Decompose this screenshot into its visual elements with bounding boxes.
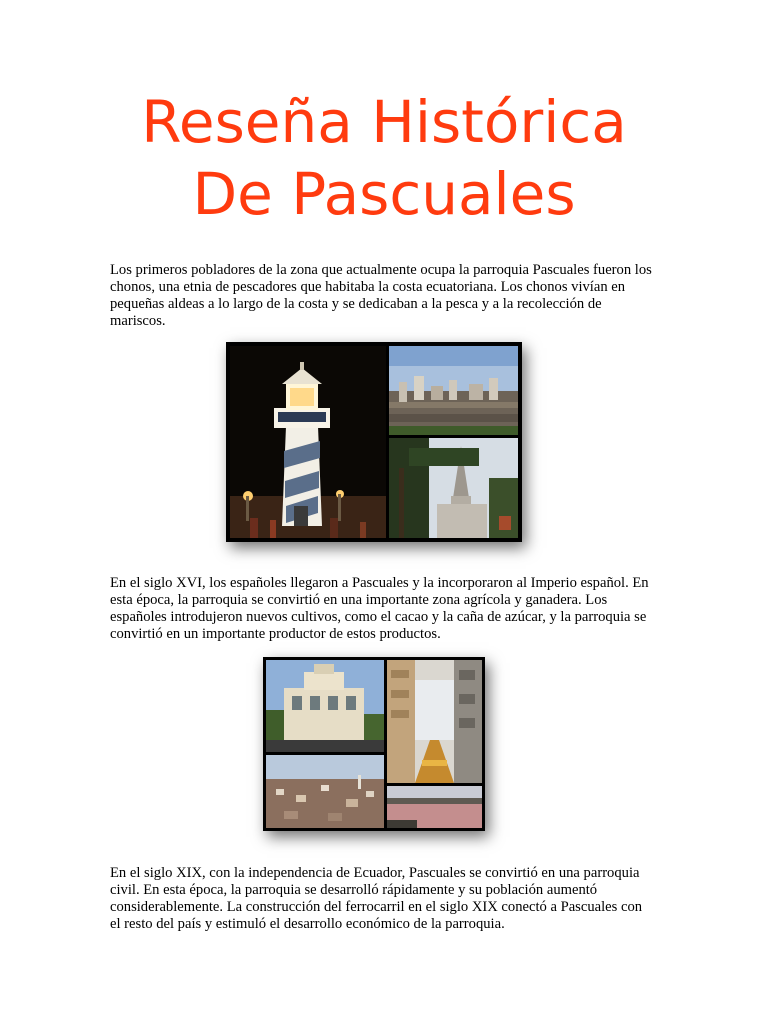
paragraph-2: En el siglo XVI, los españoles llegaron a Pascuales y la incorporaron al Imperio español. En esta época, la parroquia se convirtió en una importante zona agrícola y ganadera. Los españoles introdujeron nuevos cultivos, como el cacao y la caña de azúcar, y la parroquia se convirtió en un importante productor de estos productos. xyxy=(110,575,649,642)
paragraph-1: Los primeros pobladores de la zona que actualmente ocupa la parroquia Pascuales fueron los chonos, una etnia de pescadores que habitaba la costa ecuatoriana. Los chonos vivían en pequeñas aldeas a lo largo de la costa y se dedicaban a la pesca y a la recolección de mariscos. xyxy=(110,262,652,329)
lighthouse-photo xyxy=(230,346,386,538)
title-line-2: De Pascuales xyxy=(192,160,576,228)
photo-collage-1 xyxy=(226,342,522,542)
paragraph-3: En el siglo XIX, con la independencia de Ecuador, Pascuales se convirtió en una parroquia civil. En esta época, la parroquia se desarrolló rápidamente y su población aumentó considerablemente. La construcción del ferrocarril en el siglo XIX conectó a Pascuales con el resto del país y estimuló el desarrollo económico de la parroquia. xyxy=(110,865,643,932)
waterfront-photo xyxy=(387,786,482,828)
hillside-city-photo xyxy=(266,755,384,828)
page-title xyxy=(0,86,768,230)
city-street-photo xyxy=(387,660,482,783)
cathedral-photo xyxy=(389,438,518,538)
historic-building-photo xyxy=(266,660,384,752)
photo-collage-2 xyxy=(263,657,485,831)
city-skyline-photo xyxy=(389,346,518,435)
title-line-1: Reseña Histórica xyxy=(141,88,627,156)
